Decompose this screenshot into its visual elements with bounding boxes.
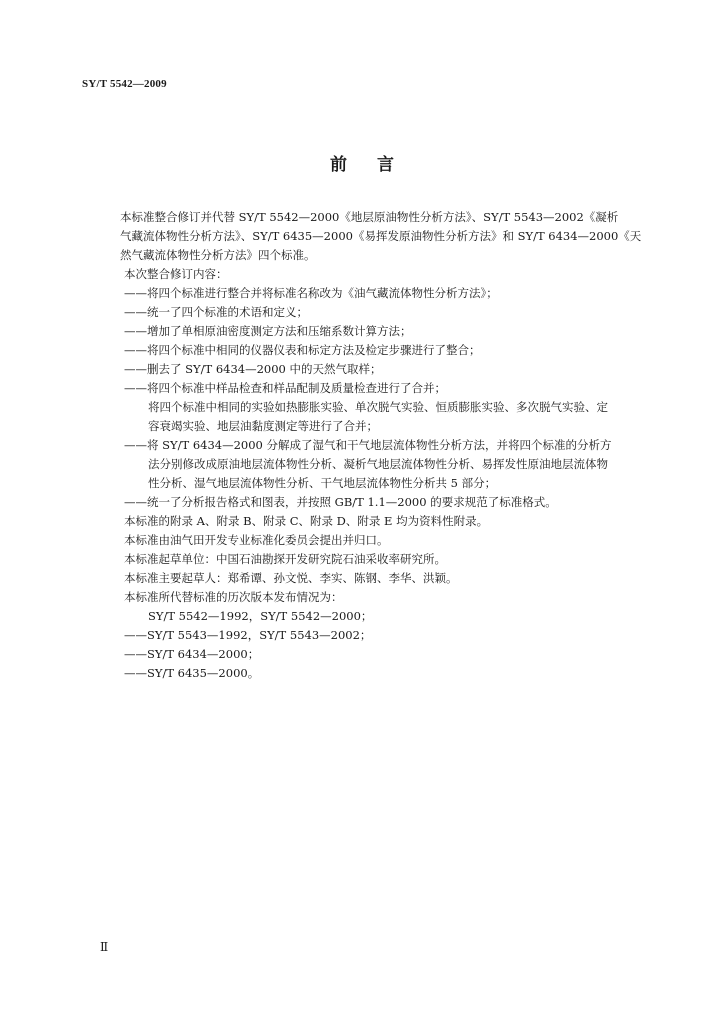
paragraph-line: 然气藏流体物性分析方法》四个标准。 <box>120 248 316 262</box>
paragraph-line: SY/T 5542—1992，SY/T 5542—2000； <box>148 609 373 623</box>
paragraph-line: 本标准起草单位：中国石油勘探开发研究院石油采收率研究所。 <box>124 552 446 566</box>
standard-code: SY/T 5542—2009 <box>82 78 167 90</box>
paragraph-line: ——将四个标准进行整合并将标准名称改为《油气藏流体物性分析方法》； <box>124 286 498 300</box>
paragraph-line: 容衰竭实验、地层油黏度测定等进行了合并； <box>148 419 378 433</box>
paragraph-line: ——SY/T 6435—2000。 <box>124 666 260 680</box>
paragraph-line: ——SY/T 6434—2000； <box>124 647 260 661</box>
paragraph-line: ——删去了 SY/T 6434—2000 中的天然气取样； <box>124 362 382 376</box>
paragraph-line: 本标准由油气田开发专业标准化委员会提出并归口。 <box>124 533 389 547</box>
paragraph-line: 本标准主要起草人：郑希谭、孙文悦、李实、陈钢、李华、洪颖。 <box>124 571 458 585</box>
paragraph-line: ——将四个标准中相同的仪器仪表和标定方法及检定步骤进行了整合； <box>124 343 481 357</box>
paragraph-line: ——将 SY/T 6434—2000 分解成了湿气和干气地层流体物性分析方法，并将四个标准的分析方 <box>124 438 612 452</box>
paragraph-line: 本标准所代替标准的历次版本发布情况为： <box>124 590 343 604</box>
paragraph-line: 本次整合修订内容： <box>124 267 228 281</box>
paragraph-line: ——SY/T 5543—1992，SY/T 5543—2002； <box>124 628 372 642</box>
page-number: Ⅱ <box>100 940 109 954</box>
paragraph-line: 气藏流体物性分析方法》、SY/T 6435—2000《易挥发原油物性分析方法》和 SY/T 6434—2000《天 <box>120 229 642 243</box>
paragraph-line: ——将四个标准中样品检查和样品配制及质量检查进行了合并； <box>124 381 446 395</box>
paragraph-line: ——统一了分析报告格式和图表，并按照 GB/T 1.1—2000 的要求规范了标准格式。 <box>124 495 557 509</box>
paragraph-line: ——增加了单相原油密度测定方法和压缩系数计算方法； <box>124 324 412 338</box>
paragraph-line: 法分别修改成原油地层流体物性分析、凝析气地层流体物性分析、易挥发性原油地层流体物 <box>148 457 608 471</box>
body-text <box>120 208 660 683</box>
paragraph-line: 本标准整合修订并代替 SY/T 5542—2000《地层原油物性分析方法》、SY/T 5543—2002《凝析 <box>120 210 619 224</box>
paragraph-line: 本标准的附录 A、附录 B、附录 C、附录 D、附录 E 均为资料性附录。 <box>124 514 489 528</box>
paragraph-line: 将四个标准中相同的实验如热膨胀实验、单次脱气实验、恒质膨胀实验、多次脱气实验、定 <box>148 400 608 414</box>
paragraph-line: 性分析、湿气地层流体物性分析、干气地层流体物性分析共 5 部分； <box>148 476 497 490</box>
page-title: 前言 <box>330 155 424 175</box>
paragraph-line: ——统一了四个标准的术语和定义； <box>124 305 308 319</box>
